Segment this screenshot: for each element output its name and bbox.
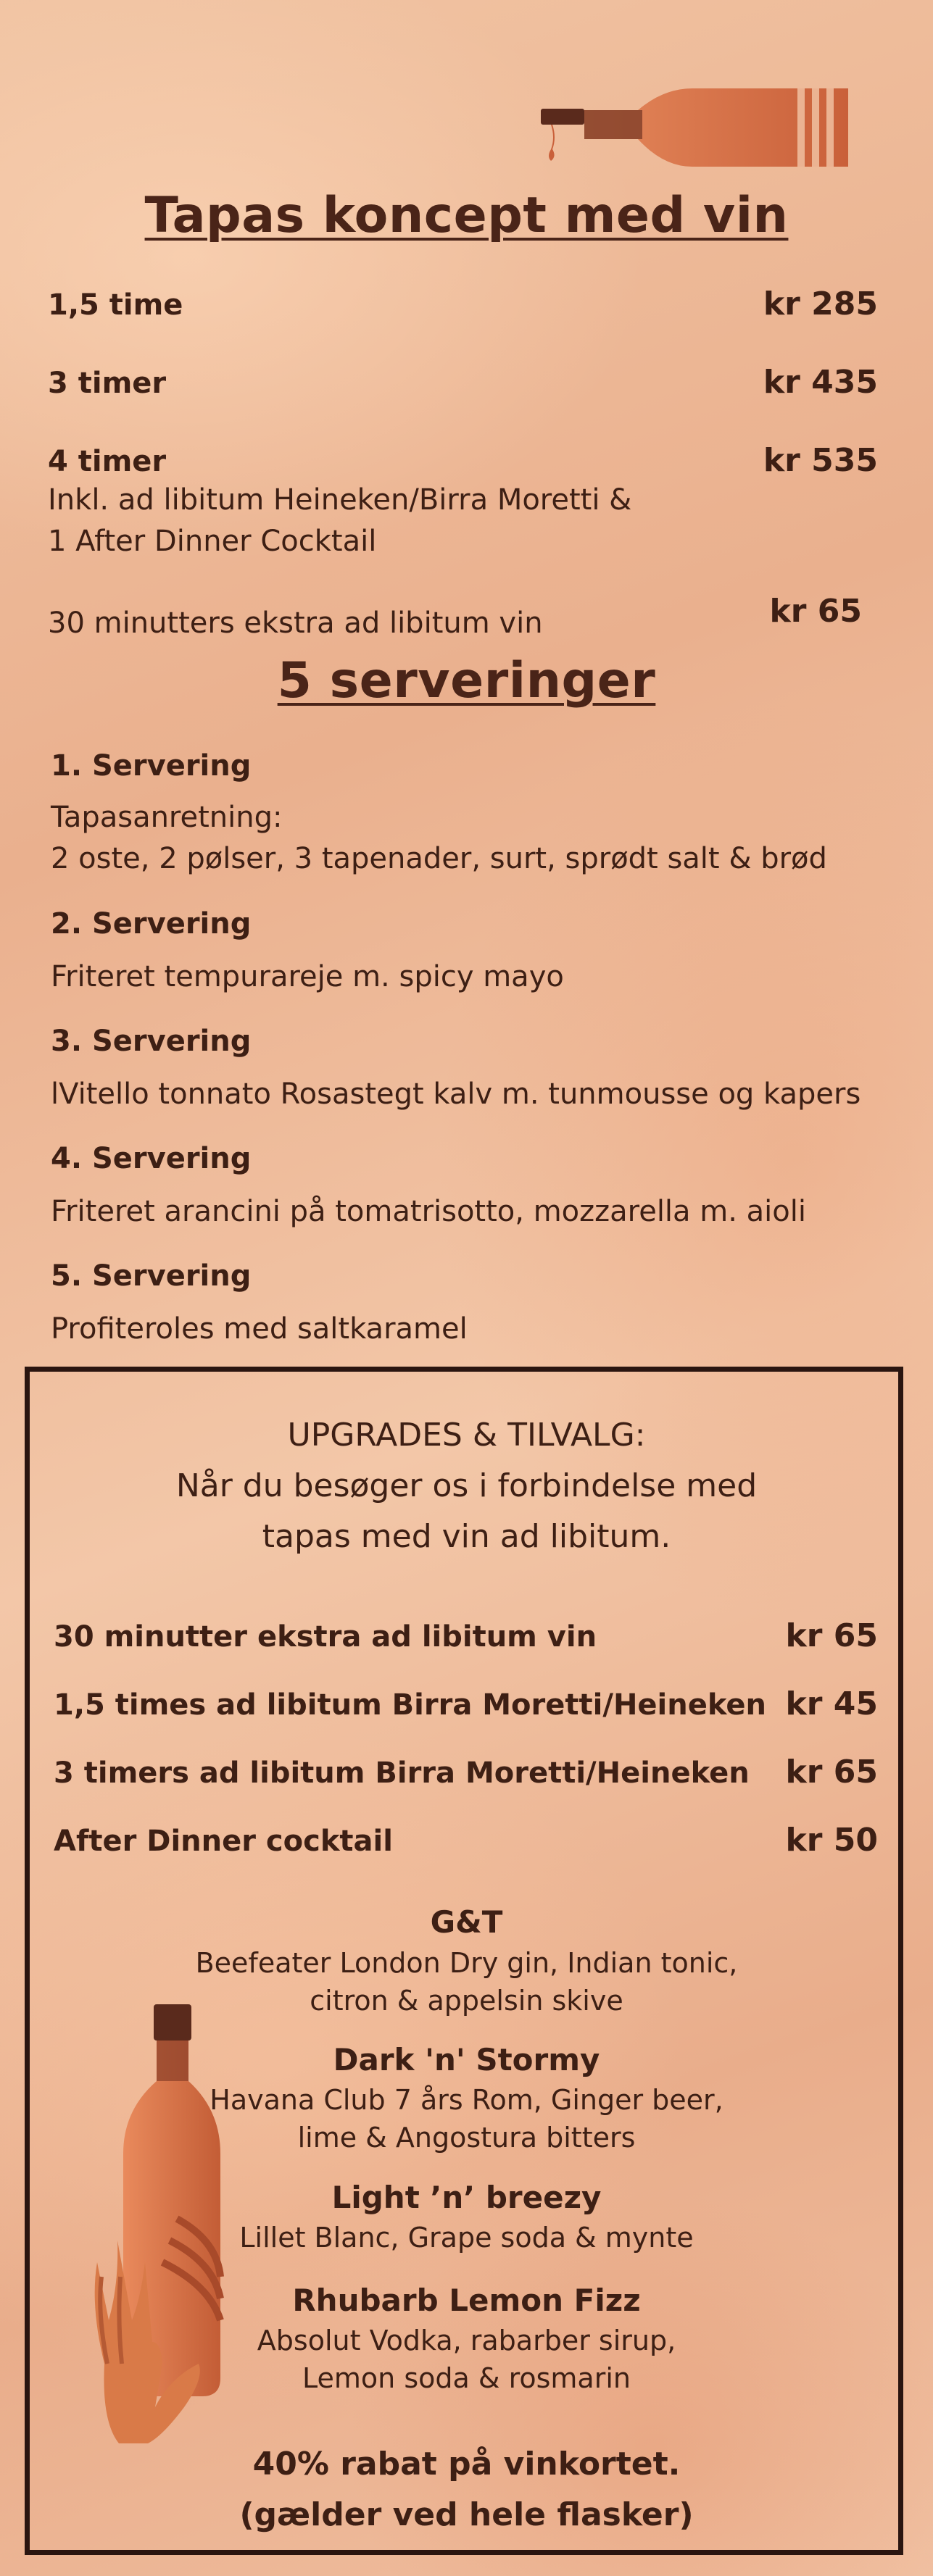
cocktail-3-name: Light ’n’ breezy: [331, 2180, 602, 2215]
courses-title: 5 serveringer: [277, 652, 656, 709]
course-1-line1: Tapasanretning:: [51, 801, 283, 834]
extra-wine-label: 30 minutters ekstra ad libitum vin: [48, 607, 543, 640]
upgrade-item-4-label: After Dinner cocktail: [54, 1825, 393, 1858]
cocktail-4-line2: Lemon soda & rosmarin: [302, 2362, 631, 2394]
course-2-heading: 2. Servering: [51, 907, 252, 941]
upgrades-subheading-1: Når du besøger os i forbindelse med: [175, 1467, 758, 1504]
pricing-price-3: kr 535: [763, 442, 878, 479]
upgrade-item-2-price: kr 45: [785, 1685, 878, 1722]
upgrade-item-3-price: kr 65: [785, 1754, 878, 1791]
pricing-price-2: kr 435: [763, 364, 878, 401]
course-4-heading: 4. Servering: [51, 1142, 252, 1175]
wine-bottle-pouring-icon: [536, 80, 855, 181]
pricing-label-1: 1,5 time: [48, 288, 183, 322]
course-1-heading: 1. Servering: [51, 749, 252, 783]
cocktail-4-line1: Absolut Vodka, rabarber sirup,: [257, 2325, 676, 2356]
course-3-line1: lVitello tonnato Rosastegt kalv m. tunmousse og kapers: [51, 1077, 861, 1111]
course-2-line1: Friteret tempurareje m. spicy mayo: [51, 960, 564, 993]
cocktail-2-line1: Havana Club 7 års Rom, Ginger beer,: [210, 2084, 723, 2116]
upgrade-item-4-price: kr 50: [785, 1822, 878, 1859]
upgrade-item-3-label: 3 timers ad libitum Birra Moretti/Heineken: [54, 1756, 750, 1790]
pricing-label-2: 3 timer: [48, 367, 167, 400]
upgrade-item-1-label: 30 minutter ekstra ad libitum vin: [54, 1620, 597, 1654]
footer-condition: (gælder ved hele flasker): [239, 2496, 694, 2533]
pricing-note-line2: 1 After Dinner Cocktail: [48, 525, 377, 558]
cocktail-2-line2: lime & Angostura bitters: [297, 2122, 636, 2154]
upgrade-item-1-price: kr 65: [785, 1617, 878, 1654]
pricing-note-line1: Inkl. ad libitum Heineken/Birra Moretti &: [48, 483, 632, 517]
footer-discount: 40% rabat på vinkortet.: [252, 2446, 681, 2483]
course-5-heading: 5. Servering: [51, 1259, 252, 1293]
pricing-label-3: 4 timer: [48, 445, 167, 478]
course-5-line1: Profiteroles med saltkaramel: [51, 1312, 468, 1346]
course-1-line2: 2 oste, 2 pølser, 3 tapenader, surt, sprødt salt & brød: [51, 842, 827, 875]
extra-wine-price: kr 65: [769, 593, 862, 630]
wine-bottle-hand-icon: [75, 2001, 235, 2451]
page-title: Tapas koncept med vin: [144, 187, 789, 244]
cocktail-4-name: Rhubarb Lemon Fizz: [292, 2283, 641, 2318]
course-4-line1: Friteret arancini på tomatrisotto, mozzarella m. aioli: [51, 1195, 806, 1228]
cocktail-2-name: Dark 'n' Stormy: [333, 2042, 600, 2077]
cocktail-1-line1: Beefeater London Dry gin, Indian tonic,: [195, 1947, 738, 1979]
cocktail-1-name: G&T: [430, 1904, 503, 1940]
upgrade-item-2-label: 1,5 times ad libitum Birra Moretti/Heineken: [54, 1688, 767, 1722]
upgrades-heading: UPGRADES & TILVALG:: [287, 1417, 646, 1454]
cocktail-1-line2: citron & appelsin skive: [310, 1985, 623, 2017]
upgrades-subheading-2: tapas med vin ad libitum.: [262, 1518, 671, 1555]
cocktail-3-line1: Lillet Blanc, Grape soda & mynte: [239, 2222, 694, 2254]
course-3-heading: 3. Servering: [51, 1025, 252, 1058]
pricing-price-1: kr 285: [763, 285, 878, 322]
